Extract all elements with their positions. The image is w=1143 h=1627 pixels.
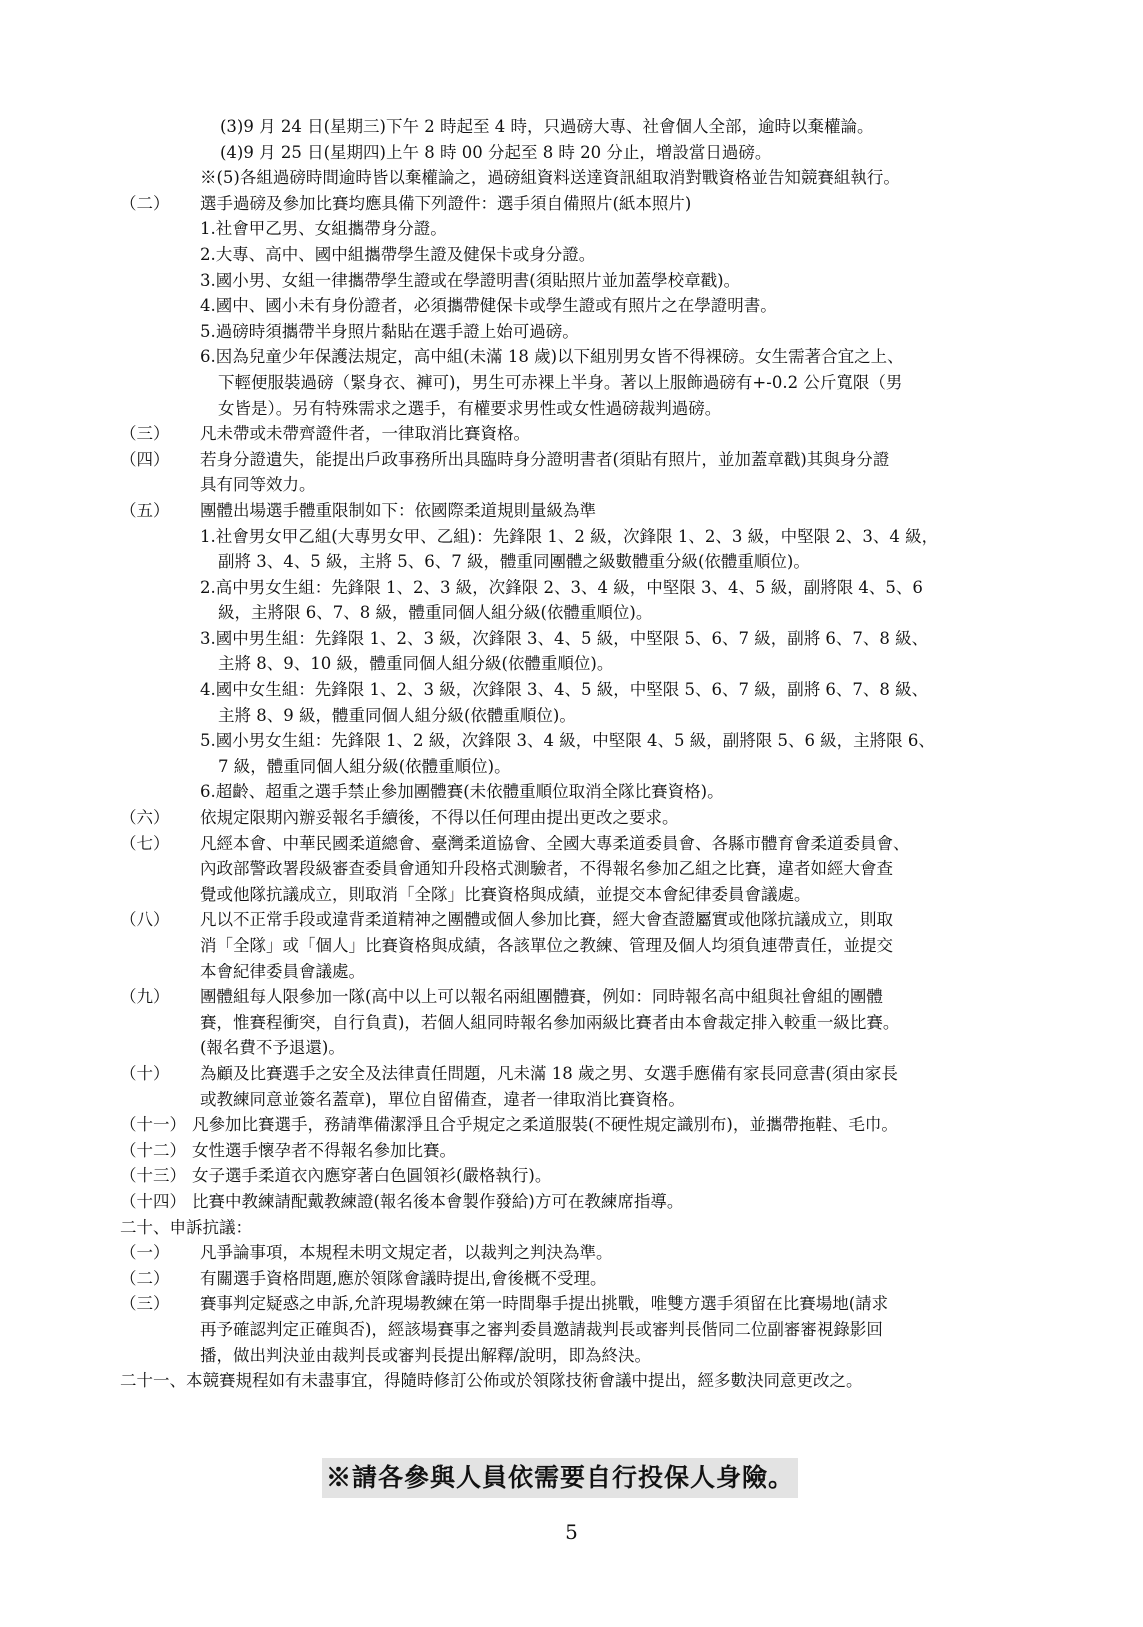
document-line xyxy=(120,421,1020,447)
item-marker xyxy=(120,703,200,729)
document-line xyxy=(120,1240,1020,1266)
line-text: 5.過磅時須攜帶半身照片黏貼在選手證上始可過磅。 xyxy=(200,321,579,341)
line-text: 女皆是）。另有特殊需求之選手，有權要求男性或女性過磅裁判過磅。 xyxy=(218,398,722,418)
item-marker xyxy=(120,242,200,268)
item-marker xyxy=(120,754,200,780)
line-text: 為顧及比賽選手之安全及法律責任問題，凡未滿 18 歲之男、女選手應備有家長同意書(須由家長 xyxy=(200,1063,898,1083)
document-line xyxy=(120,319,1020,345)
item-marker xyxy=(120,114,200,140)
line-text: (3)9 月 24 日(星期三)下午 2 時起至 4 時，只過磅大專、社會個人全部，逾時以棄權論。 xyxy=(220,117,874,136)
item-marker xyxy=(120,1087,200,1113)
document-line xyxy=(120,754,1020,780)
document-line xyxy=(120,575,1020,601)
line-text: 副將 3、4、5 級，主將 5、6、7 級，體重同團體之級數體重分級(依體重順位)。 xyxy=(218,552,810,572)
item-marker: （三） xyxy=(120,1294,170,1314)
line-text: 級，主將限 6、7、8 級，體重同個人組分級(依體重順位)。 xyxy=(218,603,653,623)
line-text: 1.社會甲乙男、女組攜帶身分證。 xyxy=(200,219,447,239)
regulation-body xyxy=(120,114,1020,1394)
line-text: 消「全隊」或「個人」比賽資格與成績，各該單位之教練、管理及個人均須負連帶責任，並提交 xyxy=(200,936,893,955)
line-text: 4.國中女生組：先鋒限 1、2、3 級，次鋒限 3、4、5 級，中堅限 5、6、7 級，副將 6、7、8 級、 xyxy=(200,680,929,700)
line-text: 凡未帶或未帶齊證件者，一律取消比賽資格。 xyxy=(200,424,530,444)
line-text: 團體出場選手體重限制如下：依國際柔道規則量級為準 xyxy=(200,500,596,520)
document-line xyxy=(120,600,1020,626)
item-marker xyxy=(120,779,200,805)
document-line xyxy=(120,779,1020,805)
line-text: 主將 8、9、10 級，體重同個人組分級(依體重順位)。 xyxy=(218,654,614,674)
line-text: 賽事判定疑惑之申訴,允許現場教練在第一時間舉手提出挑戰，唯雙方選手須留在比賽場地(請求 xyxy=(200,1294,889,1314)
line-text: 凡爭論事項，本規程未明文規定者，以裁判之判決為準。 xyxy=(200,1243,613,1263)
line-text: 7 級，體重同個人組分級(依體重順位)。 xyxy=(218,756,511,776)
document-line xyxy=(120,1138,1020,1164)
document-line xyxy=(120,1010,1020,1036)
document-line xyxy=(120,677,1020,703)
line-text: 3.國小男、女組一律攜帶學生證或在學證明書(須貼照片並加蓋學校章戳)。 xyxy=(200,270,741,290)
item-marker xyxy=(120,216,200,242)
line-text: 依規定限期內辦妥報名手續後，不得以任何理由提出更改之要求。 xyxy=(200,808,679,828)
line-text: 播，做出判決並由裁判長或審判長提出解釋/說明，即為終決。 xyxy=(200,1345,652,1365)
item-marker: （一） xyxy=(120,1243,170,1263)
line-text: 凡經本會、中華民國柔道總會、臺灣柔道協會、全國大專柔道委員會、各縣市體育會柔道委員會、 xyxy=(200,833,910,853)
line-text: 若身分證遺失，能提出戶政事務所出具臨時身分證明書者(須貼有照片，並加蓋章戳)其與身分證 xyxy=(200,449,890,469)
item-marker xyxy=(120,575,200,601)
line-text: 6.超齡、超重之選手禁止參加團體賽(未依體重順位取消全隊比賽資格)。 xyxy=(200,782,724,802)
document-line xyxy=(120,805,1020,831)
document-line xyxy=(120,959,1020,985)
document-line xyxy=(120,1035,1020,1061)
insurance-notice: ※請各參與人員依需要自行投保人身險。 xyxy=(322,1458,798,1498)
line-text: 選手過磅及參加比賽均應具備下列證件：選手須自備照片(紙本照片) xyxy=(200,193,692,213)
document-line xyxy=(120,831,1020,857)
document-line xyxy=(120,626,1020,652)
line-text: 具有同等效力。 xyxy=(200,475,316,495)
item-marker xyxy=(120,677,200,703)
line-text: 6.因為兒童少年保護法規定，高中組(未滿 18 歲)以下組別男女皆不得裸磅。女生需著合宜之上、 xyxy=(200,347,904,367)
document-line xyxy=(120,396,1020,422)
item-marker xyxy=(120,1010,200,1036)
line-text: 比賽中教練請配戴教練證(報名後本會製作發給)方可在教練席指導。 xyxy=(192,1191,684,1211)
item-marker xyxy=(120,959,200,985)
line-text: 本會紀律委員會議處。 xyxy=(200,961,365,981)
document-line xyxy=(120,1112,1020,1138)
document-line xyxy=(120,114,1020,140)
item-marker: （二） xyxy=(120,1268,170,1288)
document-line xyxy=(120,1189,1020,1215)
line-text: 團體組每人限參加一隊(高中以上可以報名兩組團體賽，例如：同時報名高中組與社會組的團體 xyxy=(200,987,883,1007)
line-text: 凡參加比賽選手，務請準備潔淨且合乎規定之柔道服裝(不硬性規定識別布)，並攜帶拖鞋、毛巾。 xyxy=(192,1115,898,1135)
document-line xyxy=(120,1163,1020,1189)
item-marker xyxy=(120,524,200,550)
line-text: 2.大專、高中、國中組攜帶學生證及健保卡或身分證。 xyxy=(200,244,596,264)
item-marker xyxy=(120,293,200,319)
line-text: 凡以不正常手段或違背柔道精神之團體或個人參加比賽，經大會查證屬實或他隊抗議成立，則取 xyxy=(200,910,893,930)
item-marker xyxy=(120,600,200,626)
line-text: 女性選手懷孕者不得報名參加比賽。 xyxy=(192,1140,456,1160)
line-text: 1.社會男女甲乙組(大專男女甲、乙組)：先鋒限 1、2 級，次鋒限 1、2、3 級，中堅限 2、3、4 級， xyxy=(200,526,939,546)
line-text: 下輕便服裝過磅（緊身衣、褲可)，男生可赤裸上半身。著以上服飾過磅有+-0.2 公斤寬限（男 xyxy=(218,372,903,392)
item-marker xyxy=(120,728,200,754)
line-text: (4)9 月 25 日(星期四)上午 8 時 00 分起至 8 時 20 分止，增設當日過磅。 xyxy=(220,142,772,162)
item-marker: （八） xyxy=(120,910,170,930)
item-marker xyxy=(120,549,200,575)
document-line xyxy=(120,293,1020,319)
document-line xyxy=(120,728,1020,754)
item-marker xyxy=(120,165,200,191)
document-line xyxy=(120,882,1020,908)
document-line xyxy=(120,856,1020,882)
line-text: 申訴抗議： xyxy=(169,1217,252,1237)
document-line xyxy=(120,549,1020,575)
item-marker xyxy=(120,344,200,370)
line-text: 再予確認判定正確與否)，經該場賽事之審判委員邀請裁判長或審判長偕同二位副審審視錄影回 xyxy=(200,1319,883,1339)
document-line xyxy=(120,447,1020,473)
line-text: 4.國中、國小未有身份證者，必須攜帶健保卡或學生證或有照片之在學證明書。 xyxy=(200,296,777,316)
document-line xyxy=(120,498,1020,524)
line-text: (報名費不予退還)。 xyxy=(200,1038,345,1058)
item-marker: 二十一、 xyxy=(120,1371,186,1391)
item-marker xyxy=(120,1317,200,1343)
document-line xyxy=(120,140,1020,166)
document-line xyxy=(120,216,1020,242)
document-line xyxy=(120,703,1020,729)
page-number: 5 xyxy=(565,1520,578,1544)
line-text: 或教練同意並簽名蓋章)，單位自留備查，違者一律取消比賽資格。 xyxy=(200,1089,685,1109)
item-marker xyxy=(120,933,200,959)
item-marker xyxy=(120,1343,200,1369)
document-line xyxy=(120,1343,1020,1369)
item-marker xyxy=(120,140,200,166)
item-marker xyxy=(120,319,200,345)
document-line xyxy=(120,1317,1020,1343)
item-marker: （三） xyxy=(120,424,170,444)
item-marker: （十四） xyxy=(120,1191,186,1211)
item-marker xyxy=(120,396,200,422)
item-marker xyxy=(120,1035,200,1061)
line-text: 女子選手柔道衣內應穿著白色圓領衫(嚴格執行)。 xyxy=(192,1166,552,1186)
item-marker: 二十、 xyxy=(120,1217,170,1237)
document-line xyxy=(120,268,1020,294)
line-text: ※(5)各組過磅時間逾時皆以棄權論之，過磅組資料送達資訊組取消對戰資格並告知競賽組執行。 xyxy=(200,168,900,188)
item-marker xyxy=(120,856,200,882)
item-marker: （七） xyxy=(120,833,170,853)
document-line xyxy=(120,651,1020,677)
item-marker: （四） xyxy=(120,449,170,469)
item-marker xyxy=(120,626,200,652)
item-marker: （十二） xyxy=(120,1140,186,1160)
item-marker xyxy=(120,472,200,498)
line-text: 賽，惟賽程衝突，自行負責)，若個人組同時報名參加兩級比賽者由本會裁定排入較重一級比賽。 xyxy=(200,1012,900,1032)
item-marker: （十一） xyxy=(120,1115,186,1135)
line-text: 3.國中男生組：先鋒限 1、2、3 級，次鋒限 3、4、5 級，中堅限 5、6、7 級，副將 6、7、8 級、 xyxy=(200,628,929,648)
item-marker xyxy=(120,882,200,908)
document-line xyxy=(120,1061,1020,1087)
item-marker: （五） xyxy=(120,500,170,520)
item-marker: （六） xyxy=(120,808,170,828)
line-text: 覺或他隊抗議成立，則取消「全隊」比賽資格與成績，並提交本會紀律委員會議處。 xyxy=(200,884,811,904)
item-marker xyxy=(120,268,200,294)
line-text: 2.高中男女生組：先鋒限 1、2、3 級，次鋒限 2、3、4 級，中堅限 3、4、5 級，副將限 4、5、6 xyxy=(200,577,923,597)
line-text: 主將 8、9 級，體重同個人組分級(依體重順位)。 xyxy=(218,705,576,725)
document-line xyxy=(120,524,1020,550)
item-marker: （二） xyxy=(120,193,170,213)
document-line xyxy=(120,1087,1020,1113)
item-marker xyxy=(120,651,200,677)
document-line xyxy=(120,165,1020,191)
document-line xyxy=(120,1215,1020,1241)
document-line xyxy=(120,907,1020,933)
item-marker: （十） xyxy=(120,1063,170,1083)
line-text: 有關選手資格問題,應於領隊會議時提出,會後概不受理。 xyxy=(200,1268,607,1288)
line-text: 本競賽規程如有未盡事宜，得隨時修訂公佈或於領隊技術會議中提出，經多數決同意更改之。 xyxy=(186,1371,863,1391)
item-marker: （九） xyxy=(120,987,170,1007)
document-line xyxy=(120,370,1020,396)
document-line xyxy=(120,472,1020,498)
line-text: 5.國小男女生組：先鋒限 1、2 級，次鋒限 3、4 級，中堅限 4、5 級，副將限 5、6 級，主將限 6、 xyxy=(200,731,935,751)
document-line xyxy=(120,984,1020,1010)
document-line xyxy=(120,242,1020,268)
document-line xyxy=(120,1368,1020,1394)
document-line xyxy=(120,191,1020,217)
document-line xyxy=(120,933,1020,959)
line-text: 內政部警政署段級審查委員會通知升段格式測驗者，不得報名參加乙組之比賽，違者如經大會查 xyxy=(200,859,893,879)
item-marker: （十三） xyxy=(120,1166,186,1186)
document-line xyxy=(120,344,1020,370)
document-line xyxy=(120,1291,1020,1317)
document-line xyxy=(120,1266,1020,1292)
item-marker xyxy=(120,370,200,396)
